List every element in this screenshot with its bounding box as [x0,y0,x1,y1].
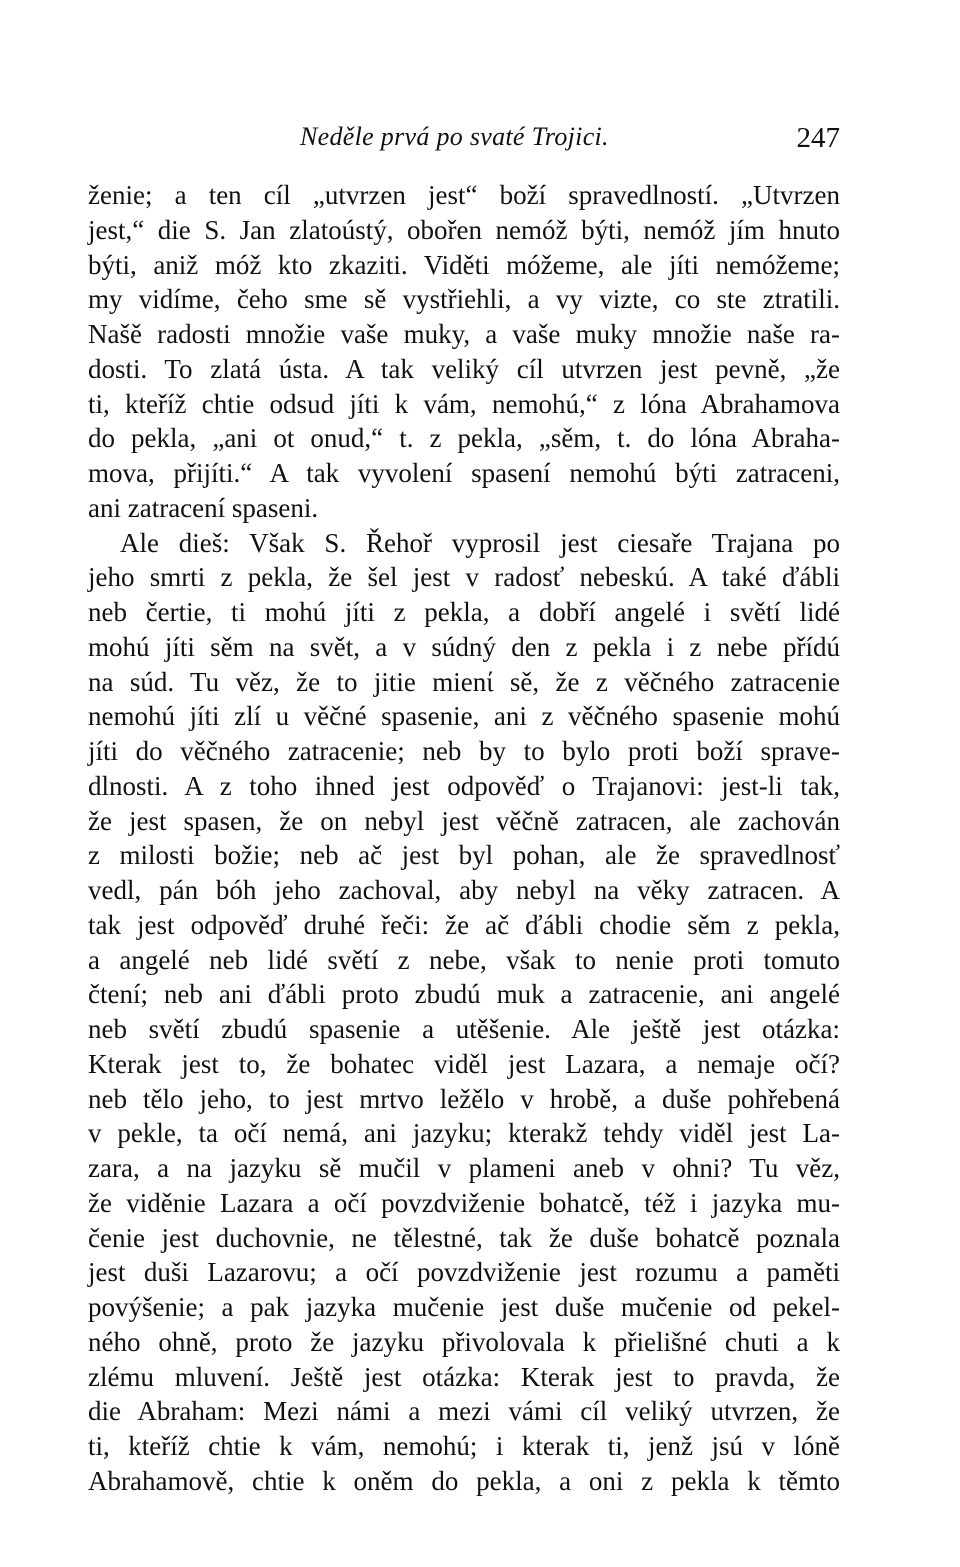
paragraph-first-line: Ale dieš: Však S. Řehoř vyprosil jest ciesaře Trajana po [120,527,840,558]
text-line: že jest spasen, že on nebyl jest věčně zatracen, ale zachován [88,805,840,836]
text-line: Kterak jest to, že bohatec viděl jest Lazara, a nemaje očí? [88,1048,840,1079]
text-line: čtení; neb ani ďábli proto zbudú muk a zatracenie, ani angelé [88,979,840,1010]
book-page [88,122,840,1499]
text-line: Abrahamově, chtie k oněm do pekla, a oni z pekla k těmto [88,1465,840,1496]
text-line: ného ohně, proto že jazyku přivolovala k přielišné chuti a k [88,1326,840,1357]
text-line: a angelé neb lidé světí z nebe, však to nenie proti tomuto [88,944,840,975]
text-line: neb tělo jeho, to jest mrtvo ležělo v hrobě, a duše pohřebená [88,1083,840,1114]
text-line: čenie jest duchovnie, ne tělestné, tak že duše bohatcě poznala [88,1222,840,1253]
text-line: jest,“ die S. Jan zlatoústý, obořen nemóž býti, nemóž jím hnuto [88,214,840,245]
text-line: zlému mluvení. Ještě jest otázka: Kterak jest to pravda, že [88,1361,840,1392]
text-line: jest duši Lazarovu; a očí povzdviženie jest rozumu a paměti [88,1257,840,1288]
body-text [88,178,840,1499]
text-line: ti, kteříž chtie k vám, nemohú; i kterak ti, jenž jsú v lóně [88,1431,840,1461]
text-line: Našě radosti množie vaše muky, a vaše muky množie naše ra- [88,319,840,349]
text-line: ženie; a ten cíl „utvrzen jest“ boží spravedlností. „Utvrzen [88,180,840,210]
text-line: povýšenie; a pak jazyka mučenie jest duše mučenie od pekel- [88,1292,840,1322]
text-line: ti, kteříž chtie odsud jíti k vám, nemohú,“ z lóna Abrahamova [88,388,840,419]
text-line: dlnosti. A z toho ihned jest odpověď o Trajanovi: jest-li tak, [88,770,840,801]
text-line: jíti do věčného zatracenie; neb by to bylo proti boží sprave- [88,736,840,766]
text-line: dosti. To zlatá ústa. A tak veliký cíl utvrzen jest pevně, „že [88,353,840,384]
text-line: mohú jíti sěm na svět, a v súdný den z pekla i z nebe přídú [88,631,840,662]
text-line: tak jest odpověď druhé řeči: že ač ďábli chodie sěm z pekla, [88,909,840,940]
text-line: býti, aniž móž kto zkaziti. Viděti móžeme, ale jíti nemóžeme; [88,249,840,280]
text-line: ani zatracení spaseni. [88,492,319,523]
text-line: neb čertie, ti mohú jíti z pekla, a dobří angelé i světí lidé [88,597,840,627]
running-title: Neděle prvá po svaté Trojici. [300,122,609,151]
text-line: mova, přijíti.“ A tak vyvolení spasení nemohú býti zatraceni, [88,458,840,488]
text-line: my vidíme, čeho sme sě vystřiehli, a vy vizte, co ste ztratili. [88,284,840,315]
text-line: v pekle, ta očí nemá, ani jazyku; kterakž tehdy viděl jest La- [88,1118,840,1149]
text-line: die Abraham: Mezi námi a mezi vámi cíl veliký utvrzen, že [88,1396,840,1427]
text-line: nemohú jíti zlí u věčné spasenie, ani z věčného spasenie mohú [88,701,840,732]
text-line: do pekla, „ani ot onud,“ t. z pekla, „sěm, t. do lóna Abraha- [88,423,840,454]
text-line: jeho smrti z pekla, že šel jest v radosť nebeskú. A také ďábli [88,562,840,593]
page-header [88,122,840,162]
text-line: vedl, pán bóh jeho zachoval, aby nebyl na věky zatracen. A [88,875,840,905]
text-line: z milosti božie; neb ač jest byl pohan, ale že spravedlnosť [88,840,840,871]
text-line: neb světí zbudú spasenie a utěšenie. Ale ještě jest otázka: [88,1014,840,1044]
text-line: zara, a na jazyku sě mučil v plameni aneb v ohni? Tu věz, [88,1153,840,1183]
text-line: na súd. Tu věz, že to jitie mienί sě, že z věčného zatracenie [88,666,840,697]
page-number: 247 [796,122,840,154]
text-line: že viděnie Lazara a očí povzdviženie bohatcě, též i jazyka mu- [88,1187,840,1218]
